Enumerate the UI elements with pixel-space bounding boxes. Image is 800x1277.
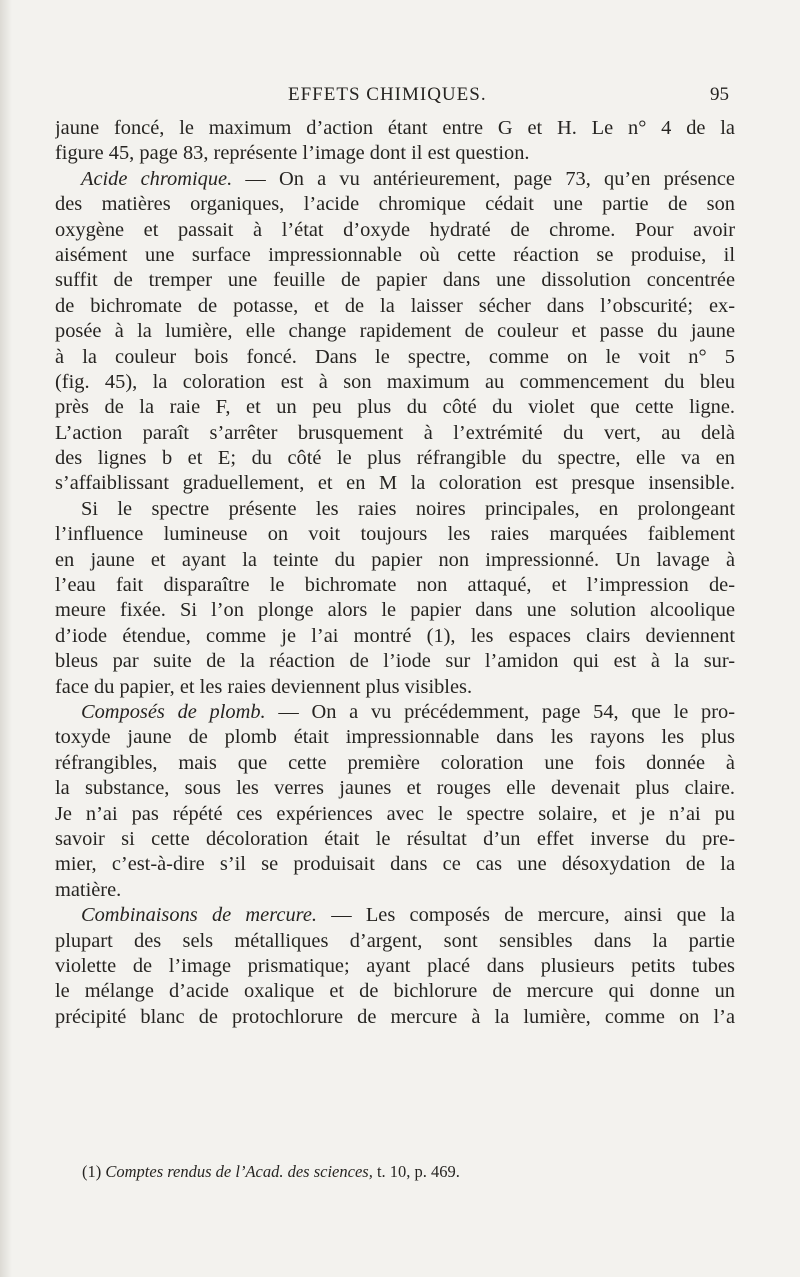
text-line: des lignes b et E; du côté le plus réfrangible du spectre, elle va en <box>55 447 735 470</box>
section-title: Acide chromique. <box>81 167 233 190</box>
footnote-marker: (1) <box>82 1162 102 1181</box>
text-line: bleus par suite de la réaction de l’iode sur l’amidon qui est à la sur- <box>55 650 735 673</box>
text-line: savoir si cette décoloration était le résultat d’un effet inverse du pre- <box>55 827 735 850</box>
text-line: en jaune et ayant la teinte du papier non impressionné. Un lavage à <box>55 548 735 571</box>
section-heading-line: Composés de plomb. — On a vu précédemment, page 54, que le pro- <box>81 700 735 723</box>
text-line: posée à la lumière, elle change rapidement de couleur et passe du jaune <box>55 320 735 343</box>
text-line: l’eau fait disparaître le bichromate non attaqué, et l’impression de- <box>55 574 735 597</box>
section-title: Combinaisons de mercure. <box>81 904 317 927</box>
running-head: EFFETS CHIMIQUES. <box>288 84 487 105</box>
text-line: violette de l’image prismatique; ayant placé dans plusieurs petits tubes <box>55 954 735 977</box>
text-line: la substance, sous les verres jaunes et rouges elle devenait plus claire. <box>55 777 735 800</box>
text-line: toxyde jaune de plomb était impressionnable dans les rayons les plus <box>55 726 735 749</box>
section-title: Composés de plomb. <box>81 700 266 723</box>
text-line: des matières organiques, l’acide chromique cédait une partie de son <box>55 193 735 216</box>
text-line: aisément une surface impressionnable où cette réaction se produise, il <box>55 243 735 266</box>
text-line: à la couleur bois foncé. Dans le spectre, comme on le voit n° 5 <box>55 345 735 368</box>
text-line: réfrangibles, mais que cette première coloration une fois donnée à <box>55 751 735 774</box>
text-line: figure 45, page 83, représente l’image dont il est question. <box>55 142 530 165</box>
text-line: Je n’ai pas répété ces expériences avec le spectre solaire, et je n’ai pu <box>55 802 735 825</box>
section-heading-line: Acide chromique. — On a vu antérieurement, page 73, qu’en présence <box>81 167 735 190</box>
section-heading-line: Combinaisons de mercure. — Les composés de mercure, ainsi que la <box>81 904 735 927</box>
footnote-source: Comptes rendus de l’Acad. des sciences, <box>105 1162 373 1181</box>
text-line: matière. <box>55 878 122 901</box>
page-header <box>0 84 800 114</box>
page-number: 95 <box>710 84 729 105</box>
text-line: mier, c’est-à-dire s’il se produisait dans ce cas une désoxydation de la <box>55 853 735 876</box>
footnote-reference: t. 10, p. 469. <box>372 1162 460 1181</box>
text-line: jaune foncé, le maximum d’action étant entre G et H. Le n° 4 de la <box>55 117 735 139</box>
text-line: (fig. 45), la coloration est à son maximum au commencement du bleu <box>55 370 735 393</box>
page-edge <box>0 0 12 1277</box>
text-line: précipité blanc de protochlorure de mercure à la lumière, comme on l’a <box>55 1005 735 1028</box>
text-line: l’influence lumineuse on voit toujours les raies marquées faiblement <box>55 523 735 546</box>
text-line: s’affaiblissant graduellement, et en M la coloration est presque insensible. <box>55 472 735 495</box>
text-line: L’action paraît s’arrêter brusquement à l’extrémité du vert, au delà <box>55 421 735 444</box>
text-line: suffit de tremper une feuille de papier dans une dissolution concentrée <box>55 269 735 292</box>
text-line: près de la raie F, et un peu plus du côté du violet que cette ligne. <box>55 396 735 419</box>
text-line: meure fixée. Si l’on plonge alors le papier dans une solution alcoolique <box>55 599 735 622</box>
text-line: oxygène et passait à l’état d’oxyde hydraté de chrome. Pour avoir <box>55 218 735 241</box>
text-line: d’iode étendue, comme je l’ai montré (1), les espaces clairs deviennent <box>55 624 735 647</box>
text-line: face du papier, et les raies deviennent plus visibles. <box>55 675 473 698</box>
text-line: le mélange d’acide oxalique et de bichlorure de mercure qui donne un <box>55 980 735 1003</box>
text-line: de bichromate de potasse, et de la laisser sécher dans l’obscurité; ex- <box>55 294 735 317</box>
body-text <box>55 116 735 1030</box>
text-line: plupart des sels métalliques d’argent, sont sensibles dans la partie <box>55 929 735 952</box>
text-line: Si le spectre présente les raies noires principales, en prolongeant <box>81 497 735 520</box>
footnote <box>82 1161 735 1183</box>
